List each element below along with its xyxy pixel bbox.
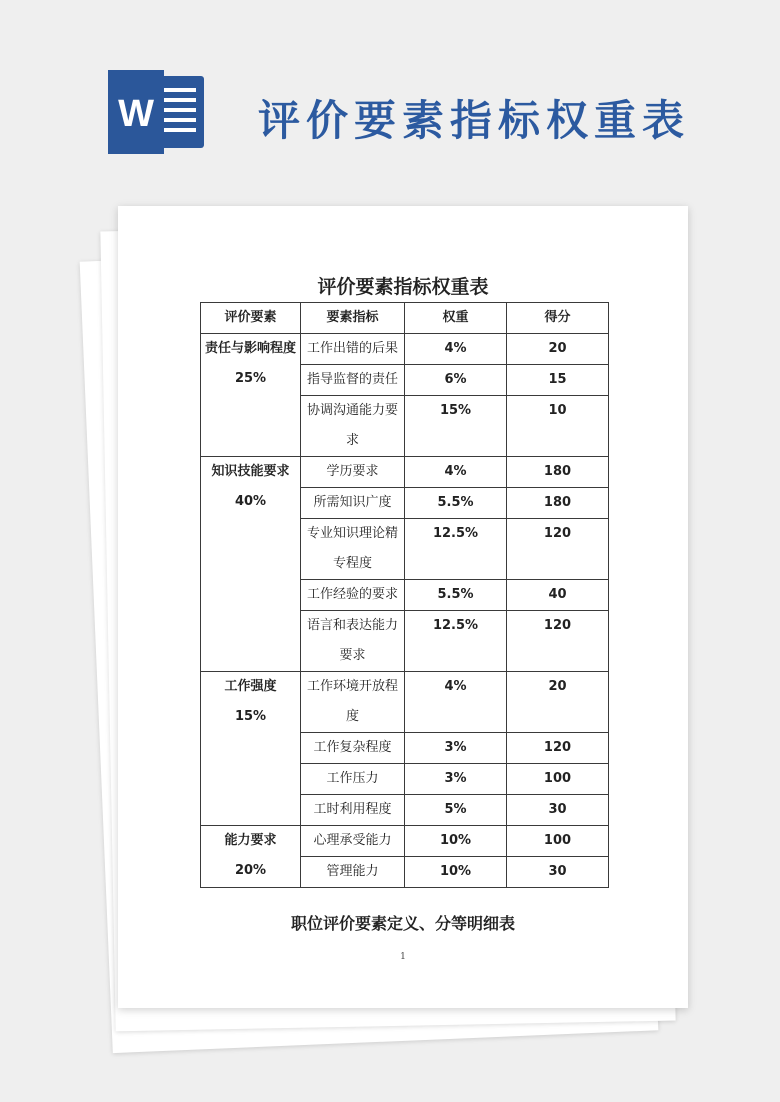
weight-cell: 3%	[405, 764, 507, 795]
category-weight: 40%	[234, 494, 267, 509]
indicator-cell: 心理承受能力	[301, 826, 405, 857]
document-subtitle: 职位评价要素定义、分等明细表	[290, 914, 515, 933]
score-cell: 100	[507, 764, 609, 795]
score-cell: 120	[507, 611, 609, 672]
indicator-cell: 指导监督的责任	[301, 365, 405, 396]
indicator-cell: 管理能力	[301, 857, 405, 888]
weight-cell: 4%	[405, 457, 507, 488]
weight-cell: 3%	[405, 733, 507, 764]
score-cell: 120	[507, 733, 609, 764]
category-label: 能力要求	[224, 833, 277, 848]
indicator-cell: 专业知识理论精专程度	[301, 519, 405, 580]
category-label: 知识技能要求	[211, 464, 290, 479]
weight-cell: 12.5%	[405, 611, 507, 672]
score-cell: 180	[507, 488, 609, 519]
category-cell	[201, 334, 301, 457]
indicator-cell: 工时利用程度	[301, 795, 405, 826]
weight-cell: 6%	[405, 365, 507, 396]
score-cell: 20	[507, 672, 609, 733]
page-number: 1	[400, 952, 406, 962]
weight-cell: 15%	[405, 396, 507, 457]
table-row	[201, 334, 609, 365]
weight-cell: 5%	[405, 795, 507, 826]
document-title: 评价要素指标权重表	[317, 276, 489, 298]
indicator-cell: 工作复杂程度	[301, 733, 405, 764]
category-cell	[201, 826, 301, 888]
header-cell: 权重	[405, 303, 507, 334]
indicator-cell: 协调沟通能力要求	[301, 396, 405, 457]
header-cell: 得分	[507, 303, 609, 334]
weight-cell: 12.5%	[405, 519, 507, 580]
indicator-cell: 工作出错的后果	[301, 334, 405, 365]
header-cell: 要素指标	[301, 303, 405, 334]
score-cell: 20	[507, 334, 609, 365]
indicator-cell: 工作压力	[301, 764, 405, 795]
indicator-cell: 所需知识广度	[301, 488, 405, 519]
score-cell: 15	[507, 365, 609, 396]
word-doc-icon	[108, 70, 208, 154]
category-label: 工作强度	[224, 679, 277, 694]
category-label: 责任与影响程度	[204, 341, 296, 356]
word-logo-letter: W	[118, 93, 154, 135]
weights-table	[200, 302, 609, 888]
table-row	[201, 826, 609, 857]
document-page	[118, 206, 688, 1008]
score-cell: 10	[507, 396, 609, 457]
weight-cell: 10%	[405, 857, 507, 888]
weight-cell: 4%	[405, 672, 507, 733]
score-cell: 30	[507, 795, 609, 826]
indicator-cell: 工作经验的要求	[301, 580, 405, 611]
category-weight: 15%	[234, 709, 267, 724]
weight-cell: 5.5%	[405, 488, 507, 519]
score-cell: 40	[507, 580, 609, 611]
category-weight: 20%	[234, 863, 267, 878]
score-cell: 120	[507, 519, 609, 580]
weight-cell: 10%	[405, 826, 507, 857]
table-header-row	[201, 303, 609, 334]
weight-cell: 4%	[405, 334, 507, 365]
score-cell: 100	[507, 826, 609, 857]
indicator-cell: 学历要求	[301, 457, 405, 488]
category-weight: 25%	[234, 371, 267, 386]
banner-title: 评价要素指标权重表	[258, 96, 691, 145]
indicator-cell: 工作环境开放程度	[301, 672, 405, 733]
score-cell: 30	[507, 857, 609, 888]
category-cell	[201, 672, 301, 826]
table-row	[201, 672, 609, 733]
category-cell	[201, 457, 301, 672]
header-cell: 评价要素	[201, 303, 301, 334]
score-cell: 180	[507, 457, 609, 488]
weight-cell: 5.5%	[405, 580, 507, 611]
table-row	[201, 457, 609, 488]
indicator-cell: 语言和表达能力要求	[301, 611, 405, 672]
